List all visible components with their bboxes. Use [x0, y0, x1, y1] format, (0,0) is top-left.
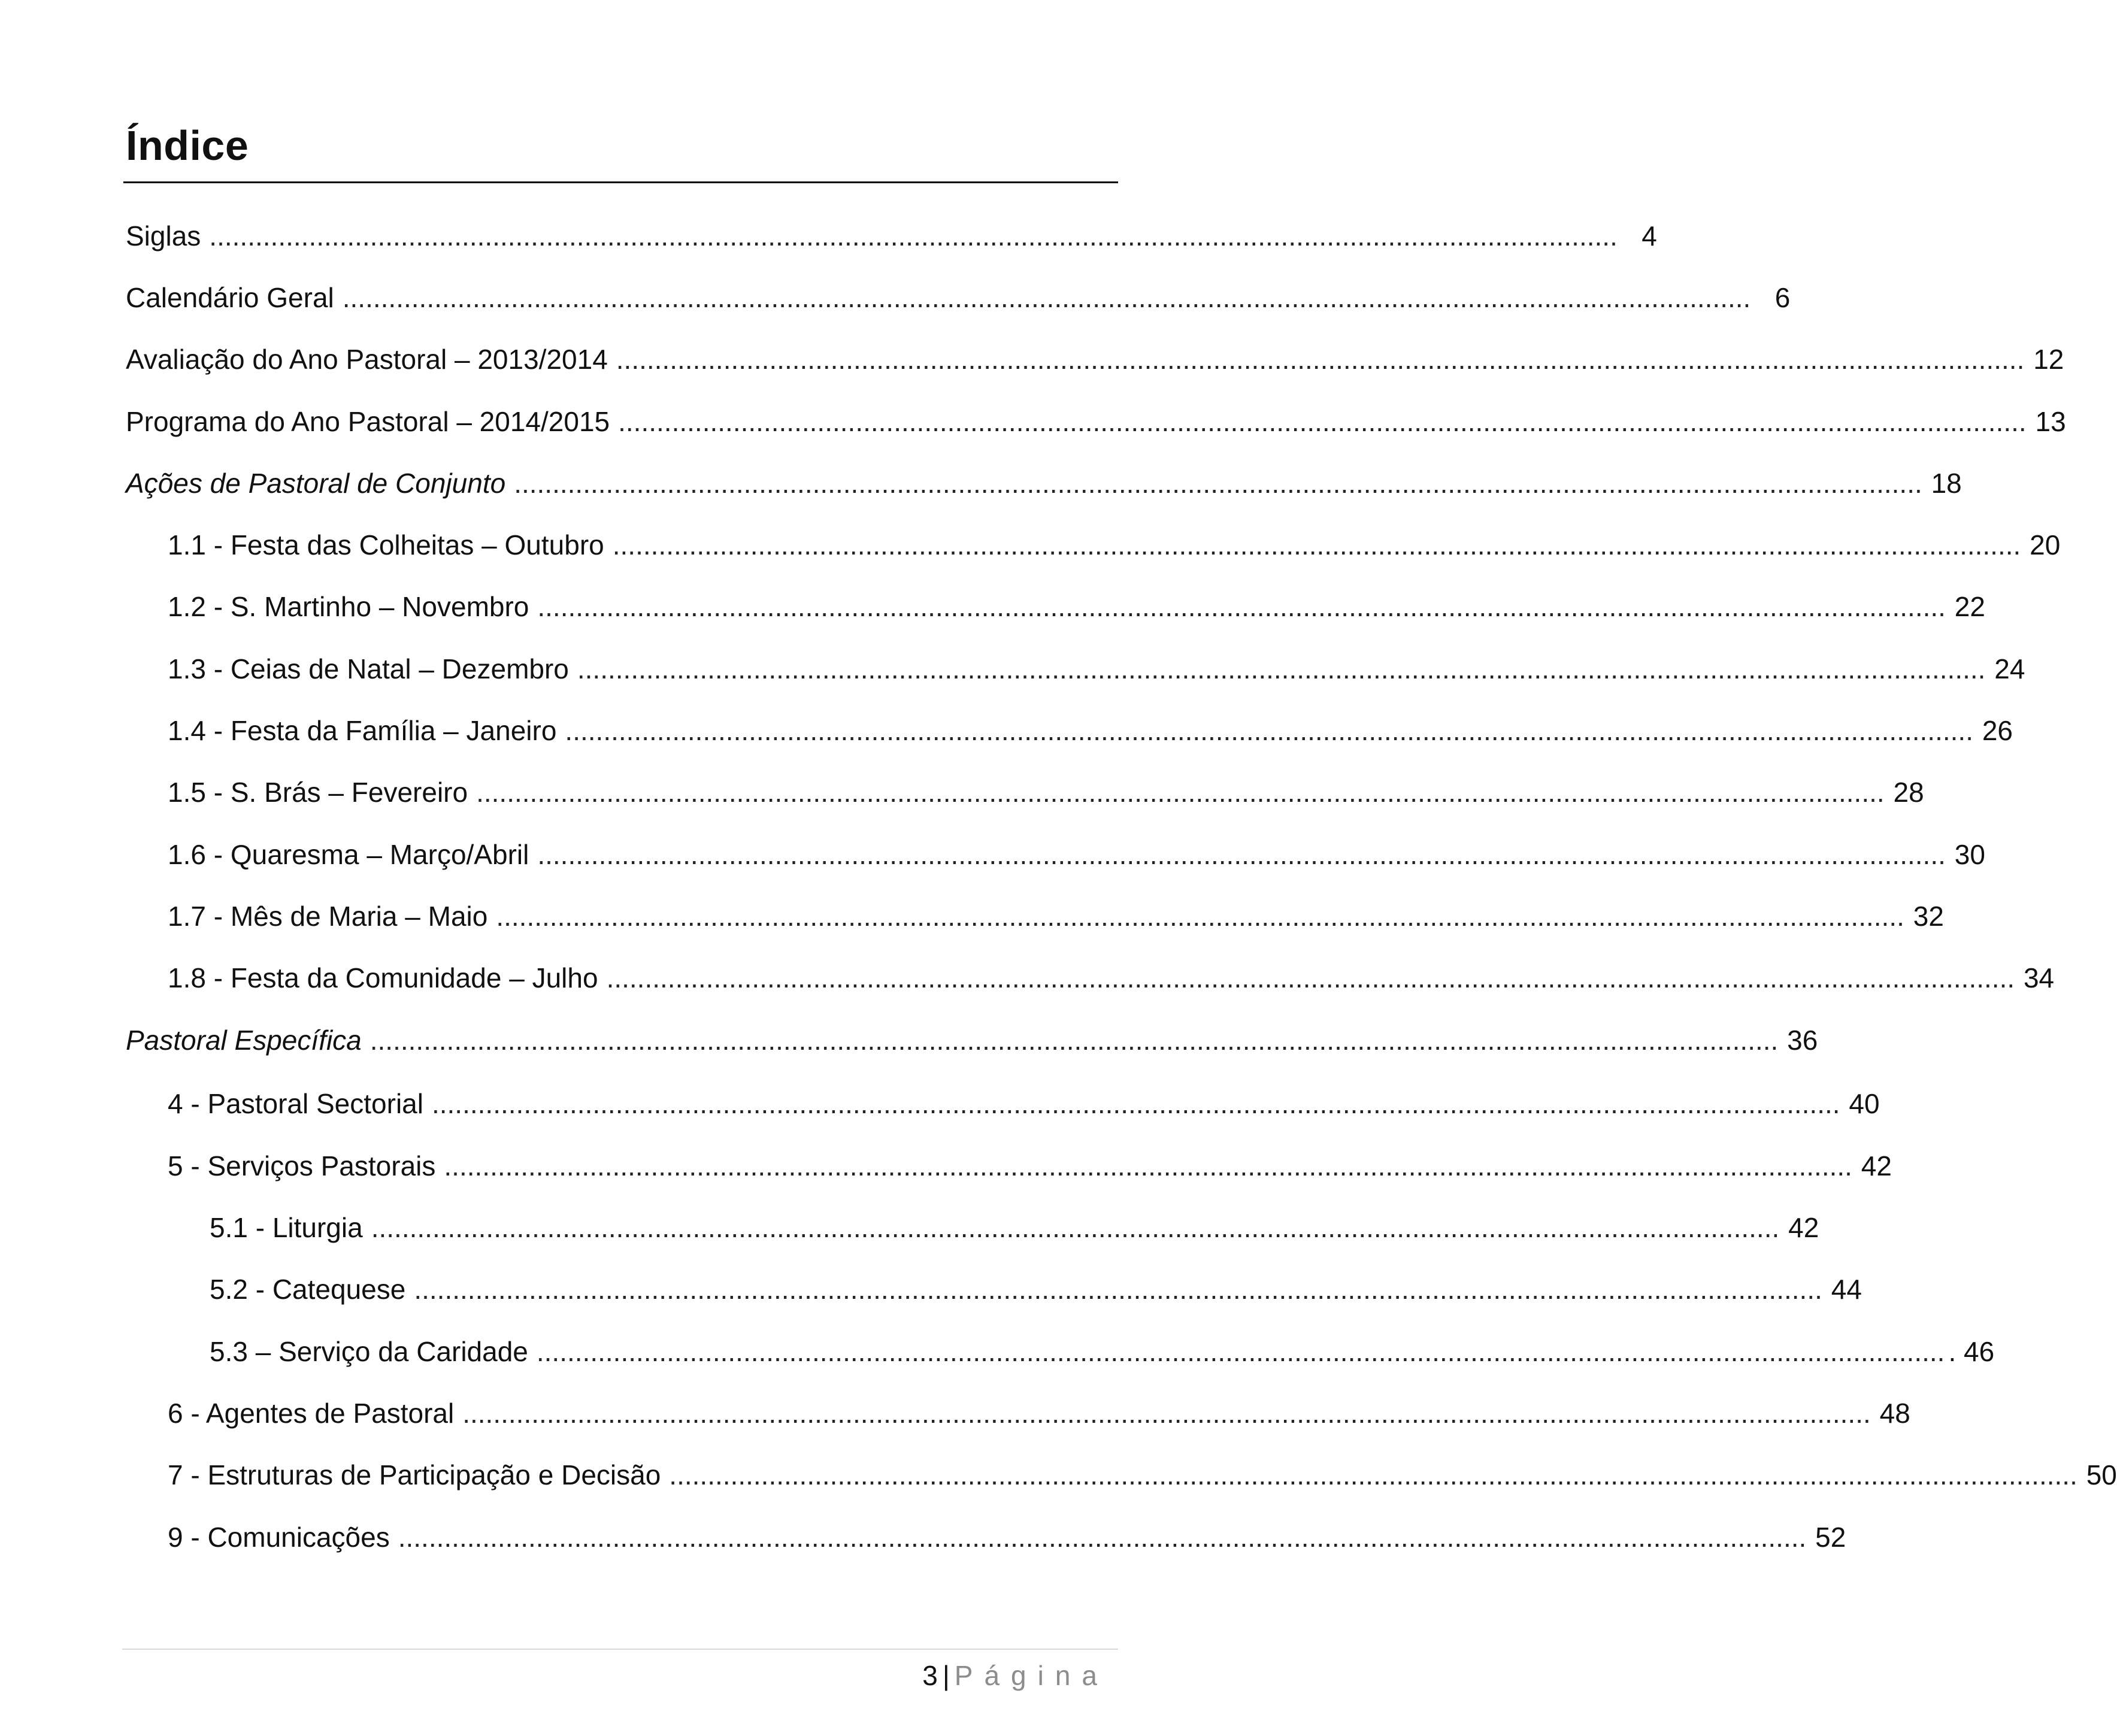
dot-leader: ........................................................................................................................................................................................ [476, 777, 1885, 808]
toc-entry-page: 34 [2023, 962, 2055, 993]
toc-entry-page: 52 [1815, 1522, 1846, 1553]
dot-leader: ........................................................................................................................................................................................ [565, 715, 1973, 746]
toc-entry[interactable] [168, 898, 1944, 934]
dot-leader: ........................................................................................................................................................................................ [669, 1459, 2077, 1490]
toc-entry[interactable] [126, 465, 1962, 501]
dot-leader: ........................................................................................................................................................................................ [444, 1150, 1852, 1181]
toc-entry-page: 6 [1774, 282, 1791, 313]
toc-entry[interactable] [168, 1395, 1910, 1431]
toc-entry-page: 42 [1788, 1212, 1819, 1243]
dot-leader: ........................................................................................................................................................................................ [616, 344, 2025, 375]
toc-entry-page: 12 [2033, 344, 2064, 375]
dot-leader: ........................................................................................................................................................................................ [342, 282, 1751, 313]
toc-entry-page: 18 [1931, 468, 1962, 499]
toc-entry-page: 28 [1893, 777, 1924, 808]
toc-entry[interactable] [168, 1519, 1846, 1555]
toc-entry-label: 1.3 - Ceias de Natal – Dezembro [168, 653, 569, 684]
page-number: 3 [922, 1660, 938, 1691]
toc-entry-page: . 46 [1948, 1336, 1995, 1367]
toc-entry[interactable] [168, 837, 1985, 872]
dot-leader: ........................................................................................................................................................................................ [462, 1398, 1871, 1429]
toc-entry-page: 48 [1879, 1398, 1910, 1429]
dot-leader: ........................................................................................................................................................................................ [431, 1088, 1840, 1119]
toc-entry[interactable] [126, 404, 2066, 440]
page-title: Índice [126, 122, 249, 169]
toc-entry[interactable] [168, 589, 1985, 625]
toc-entry-page: 22 [1954, 591, 1985, 622]
dot-leader: ........................................................................................................................................................................................ [209, 220, 1618, 252]
toc-entry-page: 24 [1994, 653, 2025, 684]
toc-entry[interactable] [126, 1022, 1818, 1058]
dot-leader: ........................................................................................................................................................................................ [414, 1274, 1822, 1305]
toc-entry-label: Calendário Geral [126, 282, 334, 313]
toc-entry[interactable] [168, 1457, 2117, 1493]
toc-entry[interactable] [126, 280, 1791, 316]
dot-leader: ........................................................................................................................................................................................ [537, 839, 1946, 870]
dot-leader: ........................................................................................................................................................................................ [577, 653, 1986, 684]
toc-entry[interactable] [168, 1086, 1880, 1122]
toc-entry-label: Pastoral Específica [126, 1025, 362, 1056]
toc-entry[interactable] [210, 1334, 1995, 1370]
toc-entry-label: 5.2 - Catequese [210, 1274, 406, 1305]
toc-entry[interactable] [168, 527, 2061, 563]
dot-leader: ........................................................................................................................................................................................ [537, 591, 1946, 622]
toc-entry-label: 7 - Estruturas de Participação e Decisão [168, 1459, 661, 1490]
page-footer [922, 1658, 1109, 1693]
toc-entry-label: 1.8 - Festa da Comunidade – Julho [168, 962, 598, 993]
dot-leader: ........................................................................................................................................................................................ [371, 1212, 1780, 1243]
toc-entry-label: 1.2 - S. Martinho – Novembro [168, 591, 529, 622]
toc-entry[interactable] [168, 960, 2055, 996]
toc-entry[interactable] [210, 1210, 1819, 1246]
toc-entry-page: 36 [1787, 1025, 1818, 1056]
toc-entry-page: 40 [1849, 1088, 1880, 1119]
toc-entry-label: 9 - Comunicações [168, 1522, 390, 1553]
toc-entry-page: 4 [1641, 220, 1657, 252]
dot-leader: ........................................................................................................................................................................................ [370, 1025, 1779, 1056]
toc-entry-label: Programa do Ano Pastoral – 2014/2015 [126, 406, 610, 437]
title-underline [123, 181, 1118, 183]
dot-leader: ........................................................................................................................................................................................ [496, 901, 1904, 932]
toc-entry-label: 6 - Agentes de Pastoral [168, 1398, 455, 1429]
toc-entry-page: 42 [1861, 1150, 1892, 1181]
toc-entry-label: 1.7 - Mês de Maria – Maio [168, 901, 488, 932]
toc-entry-label: 5 - Serviços Pastorais [168, 1150, 436, 1181]
toc-entry-label: 1.5 - S. Brás – Fevereiro [168, 777, 468, 808]
toc-entry-label: Siglas [126, 220, 201, 252]
page-word: Página [954, 1660, 1109, 1691]
toc-entry-label: Avaliação do Ano Pastoral – 2013/2014 [126, 344, 608, 375]
toc-entry-page: 20 [2030, 529, 2061, 561]
footer-divider [122, 1649, 1118, 1650]
dot-leader: ........................................................................................................................................................................................ [618, 406, 2027, 437]
toc-entry-label: 5.1 - Liturgia [210, 1212, 363, 1243]
toc-entry-page: 30 [1954, 839, 1985, 870]
toc-entry-page: 44 [1831, 1274, 1862, 1305]
toc-entry-label: 5.3 – Serviço da Caridade [210, 1336, 528, 1367]
toc-entry-label: 1.6 - Quaresma – Março/Abril [168, 839, 529, 870]
toc-entry[interactable] [168, 651, 2025, 687]
toc-entry-label: 1.4 - Festa da Família – Janeiro [168, 715, 557, 746]
toc-entry-page: 50 [2086, 1459, 2117, 1490]
toc-entry[interactable] [168, 1148, 1892, 1184]
toc-entry[interactable] [126, 341, 2064, 377]
dot-leader: ........................................................................................................................................................................................ [536, 1336, 1945, 1367]
toc-entry[interactable] [210, 1271, 1862, 1307]
dot-leader: ........................................................................................................................................................................................ [606, 962, 2015, 993]
footer-separator: | [942, 1660, 950, 1691]
toc-entry-page: 32 [1913, 901, 1944, 932]
dot-leader: ........................................................................................................................................................................................ [612, 529, 2021, 561]
toc-entry-label: 1.1 - Festa das Colheitas – Outubro [168, 529, 604, 561]
toc-entry-label: Ações de Pastoral de Conjunto [126, 468, 506, 499]
toc-entry-page: 13 [2035, 406, 2066, 437]
dot-leader: ........................................................................................................................................................................................ [398, 1522, 1807, 1553]
toc-entry[interactable] [126, 218, 1657, 254]
toc-entry-label: 4 - Pastoral Sectorial [168, 1088, 423, 1119]
toc-entry[interactable] [168, 774, 1924, 810]
toc-entry[interactable] [168, 713, 2013, 749]
toc-entry-page: 26 [1982, 715, 2013, 746]
dot-leader: ........................................................................................................................................................................................ [514, 468, 1922, 499]
